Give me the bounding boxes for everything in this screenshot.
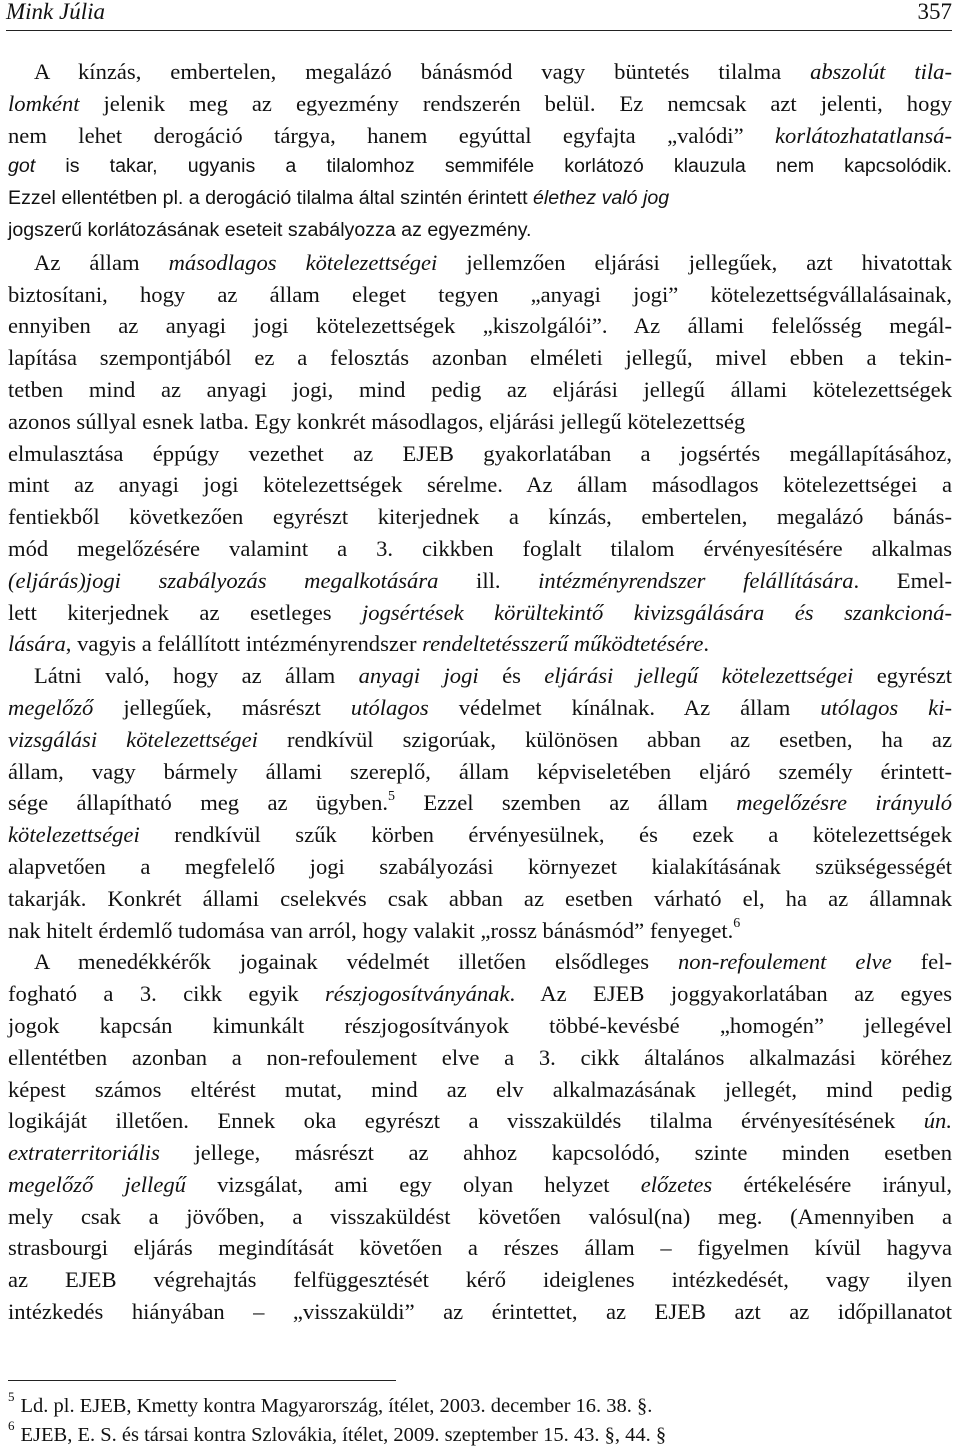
italic-text: megelőzésre irányuló (736, 790, 952, 816)
footnote-separator (8, 1380, 396, 1381)
text-segment: tetben mind az anyagi jogi, mind pedig az eljárási jellegű állami kötelezettségek (8, 376, 952, 402)
text-segment: nak hitelt érdemlő tudomása van arról, hogy valakit „rossz bánásmód” fenyeget. (8, 917, 734, 943)
footnote (8, 1418, 952, 1450)
text-segment: egyrészt (853, 663, 952, 689)
text-segment: jelenik meg az egyezmény rendszerén belül. Ez nemcsak azt jelenti, hogy (79, 90, 952, 116)
text-line (8, 1232, 952, 1264)
text-segment: jogszerű korlátozásának eseteit szabályozza az egyezmény. (8, 218, 532, 241)
page-header (6, 0, 952, 31)
text-segment: azonos súllyal esnek latba. Egy konkrét másodlagos, eljárási jellegű kötelezettség (8, 408, 746, 434)
italic-text: (eljárás)jogi szabályozás megalkotására (8, 567, 439, 593)
italic-text: abszolút tila- (810, 59, 952, 84)
text-segment: ill. (438, 567, 539, 593)
text-segment: rendkívül szigorúak, különösen abban az esetben, ha az (257, 726, 952, 752)
text-line (8, 851, 952, 883)
italic-text: utólagos ki- (820, 694, 953, 720)
text-segment: és (478, 663, 545, 689)
text-segment: fentiekből következően egyrészt kiterjednek a kínzás, embertelen, megalázó bánás- (8, 504, 952, 530)
italic-text: rendeltetésszerű működtetésére (422, 631, 704, 657)
text-segment: logikáját illetően. Ennek oka egyrészt a visszaküldés tilalma érvényesítésének (8, 1108, 924, 1134)
text-line (8, 310, 952, 342)
text-line (8, 819, 952, 851)
text-line (8, 628, 952, 660)
text-segment: fel- (891, 949, 952, 975)
text-segment: Az állam (34, 249, 169, 275)
text-segment: elmulasztása éppúgy vezethet az EJEB gyakorlatában a jogsértés megállapításához, (8, 440, 952, 466)
italic-text: extraterritoriális (8, 1140, 160, 1166)
text-line (8, 501, 952, 533)
text-line (8, 724, 952, 756)
italic-text: non-refoulement elve (677, 949, 892, 975)
footnotes (8, 1389, 952, 1450)
text-segment: sége állapítható meg az ügyben. (8, 790, 389, 816)
text-segment: jellegűek, másrészt (93, 694, 351, 720)
text-segment: lett kiterjednek az esetleges (8, 599, 362, 625)
italic-text: másodlagos kötelezettségei (168, 249, 438, 275)
text-segment: lapítása szempontjából ez a felosztás azonban elméleti jellegű, mivel ebben a tekin- (8, 345, 952, 371)
footnote-ref: 5 (388, 788, 396, 804)
italic-text: lomként (8, 90, 80, 116)
text-line (8, 915, 952, 947)
text-segment: is takar, ugyanis a tilalomhoz semmiféle korlátozó klauzula nem kapcsolódik. (35, 155, 952, 178)
footnote (8, 1389, 952, 1421)
italic-text: eljárási jellegű kötelezettségei (544, 663, 854, 689)
footnote-text: EJEB, E. S. és társai kontra Szlovákia, ítélet, 2009. szeptember 15. 43. §, 44. § (20, 1424, 667, 1446)
text-segment: védelmet kínálnak. Az állam (428, 694, 821, 720)
text-segment: mint az anyagi jogi kötelezettségek sérelme. Az állam másodlagos kötelezettségei a (8, 472, 952, 498)
text-segment: Ezzel ellentétben pl. a derogáció tilalma által szintén érintett (8, 187, 533, 210)
text-segment: alapvetően a megfelelő jogi szabályozási környezet kialakításának szükségességét (8, 853, 952, 879)
text-line (8, 692, 952, 724)
text-segment: Ezzel szemben az állam (395, 790, 737, 816)
text-segment: takarják. Konkrét állami cselekvés csak abban az esetben várható el, ha az államnak (8, 885, 952, 911)
text-segment: . (703, 631, 710, 657)
text-line (8, 120, 952, 152)
text-line (8, 533, 952, 565)
text-line (8, 1105, 952, 1137)
text-segment: értékelésére irányul, (712, 1171, 953, 1197)
italic-text: lására (8, 631, 66, 657)
text-segment: jellege, másrészt az ahhoz kapcsolódó, szinte minden esetben (159, 1140, 952, 1166)
text-line (8, 374, 952, 406)
text-line (8, 565, 952, 597)
text-line (8, 406, 952, 438)
text-line (8, 1042, 952, 1074)
text-line (8, 978, 952, 1010)
text-line (8, 88, 952, 120)
italic-text: anyagi jogi (358, 663, 479, 689)
text-line (8, 342, 952, 374)
text-segment: , vagyis a felállított intézményrendszer (65, 631, 423, 657)
text-line (8, 1074, 952, 1106)
text-segment: A menedékkérők jogainak védelmét illetően elsődleges (34, 949, 678, 975)
text-line (8, 787, 952, 819)
footnote-text: Ld. pl. EJEB, Kmetty kontra Magyarország, ítélet, 2003. december 16. 38. §. (20, 1395, 653, 1417)
text-line (8, 247, 952, 279)
text-segment: strasbourgi eljárás megindítását követően a részes állam – figyelmen kívül hagyva (8, 1235, 952, 1261)
text-line (8, 215, 952, 247)
footnote-number: 5 (8, 1389, 15, 1405)
text-segment: jellemzően eljárási jellegűek, azt hivatottak (437, 249, 953, 275)
text-line (8, 756, 952, 788)
text-segment: rendkívül szűk körben érvényesülnek, és ezek a kötelezettségek (139, 822, 952, 848)
footnote-ref: 6 (733, 915, 741, 931)
text-line (8, 1010, 952, 1042)
text-line (8, 660, 952, 692)
text-segment: . Emel- (853, 567, 953, 593)
italic-text: kötelezettségei (8, 822, 140, 848)
footnote-number: 6 (8, 1418, 15, 1434)
text-segment: ennyiben az anyagi jogi kötelezettségek „kiszolgálói”. Az állami felelősség megál- (8, 313, 952, 339)
italic-text: vizsgálási kötelezettségei (8, 726, 258, 752)
italic-text: részjogosítványának (325, 981, 510, 1007)
italic-text: megelőző (8, 694, 94, 720)
text-line (8, 1296, 952, 1328)
text-segment: A kínzás, embertelen, megalázó bánásmód vagy büntetés tilalma (34, 59, 811, 84)
text-line (8, 469, 952, 501)
text-line (8, 1137, 952, 1169)
italic-text: előzetes (640, 1171, 713, 1197)
text-segment: állam, vagy bármely állami szereplő, állam képviseletében eljáró személy érintett- (8, 758, 952, 784)
text-line (8, 883, 952, 915)
italic-text: intézményrendszer felállítására (538, 567, 854, 593)
text-segment: Látni való, hogy az állam (34, 663, 359, 689)
text-line (8, 151, 952, 183)
italic-text: utólagos (350, 694, 429, 720)
italic-text: élethez való jog (532, 187, 670, 210)
text-line (8, 279, 952, 311)
text-segment: biztosítani, hogy az állam eleget tegyen „anyagi jogi” kötelezettségvállalásainak, (8, 281, 952, 307)
italic-text: ún. (923, 1108, 952, 1134)
text-segment: képest számos eltérést mutat, mind az elv alkalmazásának jellegét, mind pedig (8, 1076, 952, 1102)
body-text (8, 56, 952, 1328)
text-line (8, 1264, 952, 1296)
text-segment: mely csak a jövőben, a visszaküldést követően valósul(na) meg. (Amennyiben a (8, 1203, 952, 1229)
text-segment: mód megelőzésére valamint a 3. cikkben foglalt tilalom érvényesítésére alkalmas (8, 535, 952, 561)
text-line (8, 438, 952, 470)
text-line (8, 183, 952, 215)
text-segment: vizsgálat, ami egy olyan helyzet (185, 1171, 641, 1197)
text-segment: jogok kapcsán kimunkált részjogosítványok többé-kevésbé „homogén” jellegével (8, 1012, 952, 1038)
italic-text: got (8, 155, 36, 178)
text-line (8, 946, 952, 978)
italic-text: megelőző jellegű (8, 1171, 186, 1197)
text-segment: . Az EJEB joggyakorlatában az egyes (509, 981, 952, 1007)
italic-text: korlátozhatatlansá- (775, 122, 952, 148)
text-line (8, 1201, 952, 1233)
text-line (8, 56, 952, 88)
italic-text: jogsértések körültekintő kivizsgálására és szankcioná- (362, 599, 953, 625)
page-number: 357 (917, 0, 952, 24)
running-head-author: Mink Júlia (6, 0, 105, 24)
text-segment: fogható a 3. cikk egyik (8, 981, 326, 1007)
text-line (8, 1169, 952, 1201)
text-line (8, 597, 952, 629)
text-segment: nem lehet derogáció tárgya, hanem egyúttal egyfajta „valódi” (8, 122, 775, 148)
text-segment: az EJEB végrehajtás felfüggesztését kérő ideiglenes intézkedését, vagy ilyen (8, 1267, 952, 1293)
text-segment: intézkedés hiányában – „visszaküldi” az érintettet, az EJEB azt az időpillanatot (8, 1299, 952, 1325)
text-segment: ellentétben azonban a non-refoulement elve a 3. cikk általános alkalmazási köréhez (8, 1044, 952, 1070)
